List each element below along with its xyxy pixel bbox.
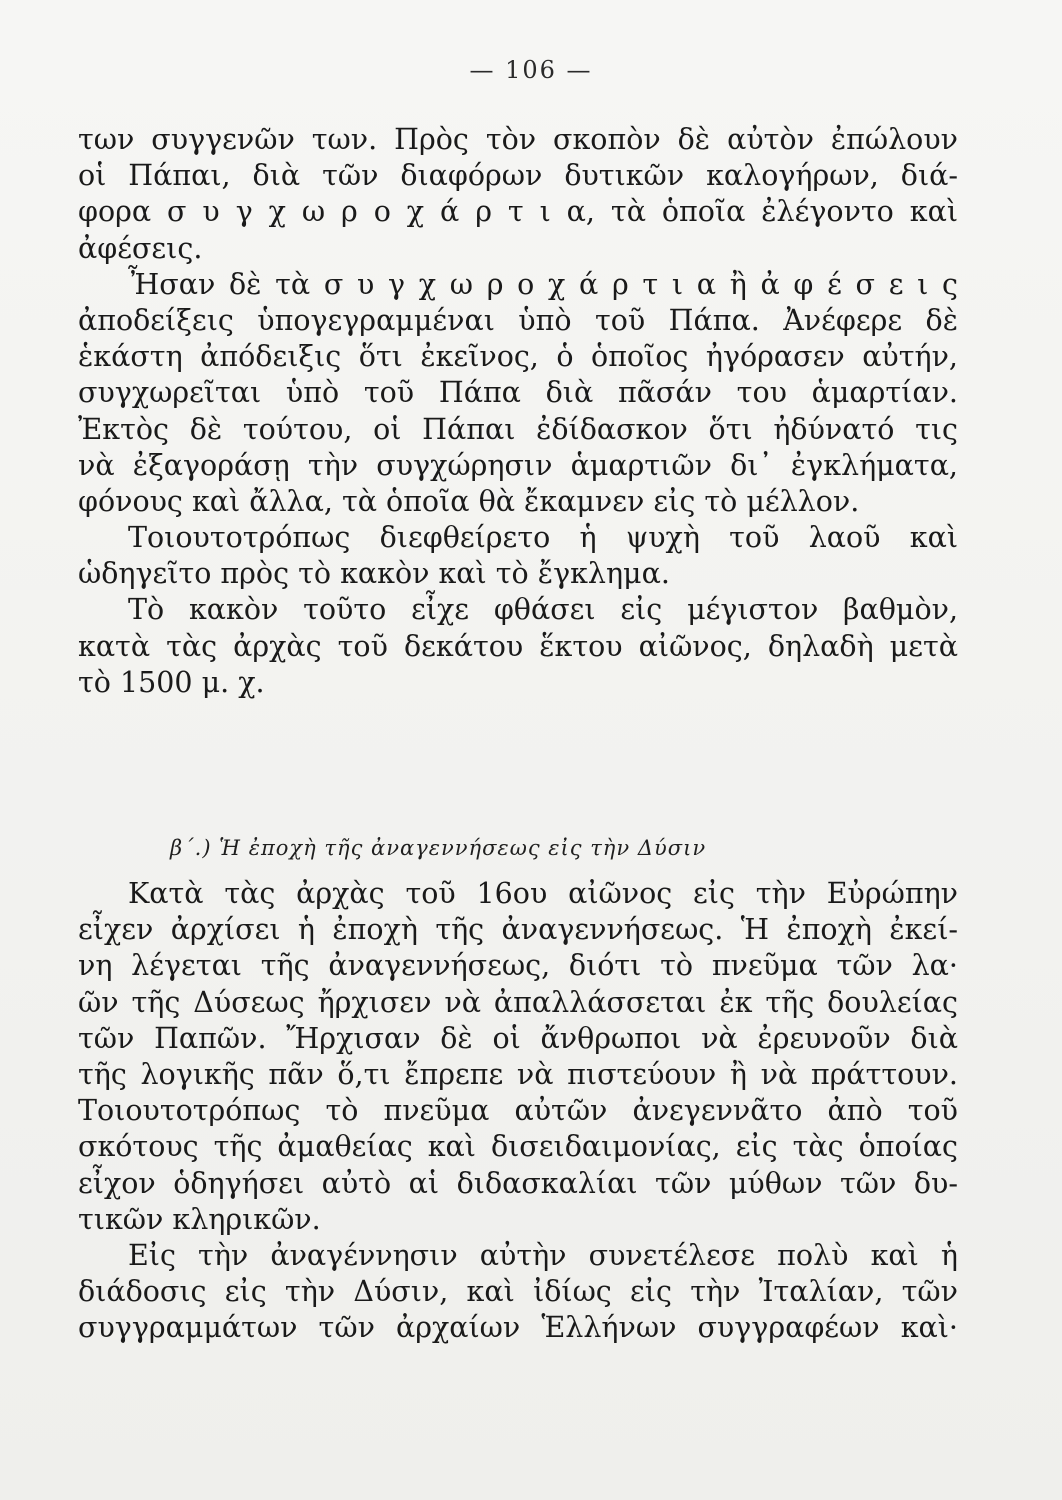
text-line: σκότους τῆς ἀμαθείας καὶ δισειδαιμονίας, εἰς τὰς ὁποίας [78, 1130, 958, 1164]
text-line: Τοιουτοτρόπως τὸ πνεῦμα αὐτῶν ἀνεγεννᾶτο ἀπὸ τοῦ [78, 1094, 958, 1128]
text-line: Ἐκτὸς δὲ τούτου, οἱ Πάπαι ἐδίδασκον ὅτι ἠδύνατό τις [78, 412, 958, 446]
text-line: τῆς λογικῆς πᾶν ὅ,τι ἔπρεπε νὰ πιστεύουν ἢ νὰ πράττουν. [78, 1057, 958, 1091]
text-line: οἱ Πάπαι, διὰ τῶν διαφόρων δυτικῶν καλογήρων, διά- [78, 159, 958, 193]
text-line: συγγραμμάτων τῶν ἀρχαίων Ἑλλήνων συγγραφέων καὶ· [78, 1311, 958, 1345]
text-line: φορα σ υ γ χ ω ρ ο χ ά ρ τ ι α, τὰ ὁποῖα ἐλέγοντο καὶ [78, 195, 958, 229]
text-line: τικῶν κληρικῶν. [78, 1202, 321, 1236]
text-line: Τὸ κακὸν τοῦτο εἶχε φθάσει εἰς μέγιστον βαθμὸν, [128, 593, 958, 627]
text-line: διάδοσις εἰς τὴν Δύσιν, καὶ ἰδίως εἰς τὴν Ἰταλίαν, τῶν [78, 1275, 958, 1309]
text-line: τὸ 1500 μ. χ. [78, 665, 265, 699]
text-line: εἶχεν ἀρχίσει ἡ ἐποχὴ τῆς ἀναγεννήσεως. Ἡ ἐποχὴ ἐκεί- [78, 913, 958, 947]
text-line: νὰ ἐξαγοράσῃ τὴν συγχώρησιν ἁμαρτιῶν δι᾽ ἐγκλήματα, [78, 448, 958, 482]
text-line: Τοιουτοτρόπως διεφθείρετο ἡ ψυχὴ τοῦ λαοῦ καὶ [128, 521, 958, 555]
text-line: ὡδηγεῖτο πρὸς τὸ κακὸν καὶ τὸ ἔγκλημα. [78, 557, 670, 591]
text-section-1 [78, 122, 958, 701]
text-section-2 [78, 876, 958, 1346]
section-heading: β΄.) Ἡ ἐποχὴ τῆς ἀναγεννήσεως εἰς τὴν Δύσιν [170, 836, 707, 860]
text-line: τῶν Παπῶν. Ἤρχισαν δὲ οἱ ἄνθρωποι νὰ ἐρευνοῦν διὰ [78, 1021, 958, 1055]
text-line: Ἦσαν δὲ τὰ σ υ γ χ ω ρ ο χ ά ρ τ ι α ἢ ἀ φ έ σ ε ι ς [128, 267, 958, 301]
text-line: εἶχον ὁδηγήσει αὐτὸ αἱ διδασκαλίαι τῶν μύθων τῶν δυ- [78, 1166, 958, 1200]
text-line: νη λέγεται τῆς ἀναγεννήσεως, διότι τὸ πνεῦμα τῶν λα· [78, 949, 958, 983]
text-line: των συγγενῶν των. Πρὸς τὸν σκοπὸν δὲ αὐτὸν ἐπώλουν [78, 123, 958, 156]
text-line: ἀφέσεις. [78, 231, 203, 265]
text-line: φόνους καὶ ἄλλα, τὰ ὁποῖα θὰ ἔκαμνεν εἰς τὸ μέλλον. [78, 484, 860, 518]
text-line: ῶν τῆς Δύσεως ἤρχισεν νὰ ἀπαλλάσσεται ἐκ τῆς δουλείας [78, 985, 958, 1019]
text-line: Κατὰ τὰς ἀρχὰς τοῦ 16ου αἰῶνος εἰς τὴν Εὐρώπην [128, 877, 958, 910]
text-line: ἑκάστη ἀπόδειξις ὅτι ἐκεῖνος, ὁ ὁποῖος ἠγόρασεν αὐτήν, [78, 340, 958, 374]
text-line: ἀποδείξεις ὑπογεγραμμέναι ὑπὸ τοῦ Πάπα. Ἀνέφερε δὲ [78, 303, 958, 337]
page-number: — 106 — [469, 56, 593, 84]
text-line: συγχωρεῖται ὑπὸ τοῦ Πάπα διὰ πᾶσάν του ἁμαρτίαν. [78, 376, 958, 410]
text-line: Εἰς τὴν ἀναγέννησιν αὐτὴν συνετέλεσε πολὺ καὶ ἡ [128, 1238, 958, 1272]
text-line: κατὰ τὰς ἀρχὰς τοῦ δεκάτου ἕκτου αἰῶνος, δηλαδὴ μετὰ [78, 629, 958, 663]
